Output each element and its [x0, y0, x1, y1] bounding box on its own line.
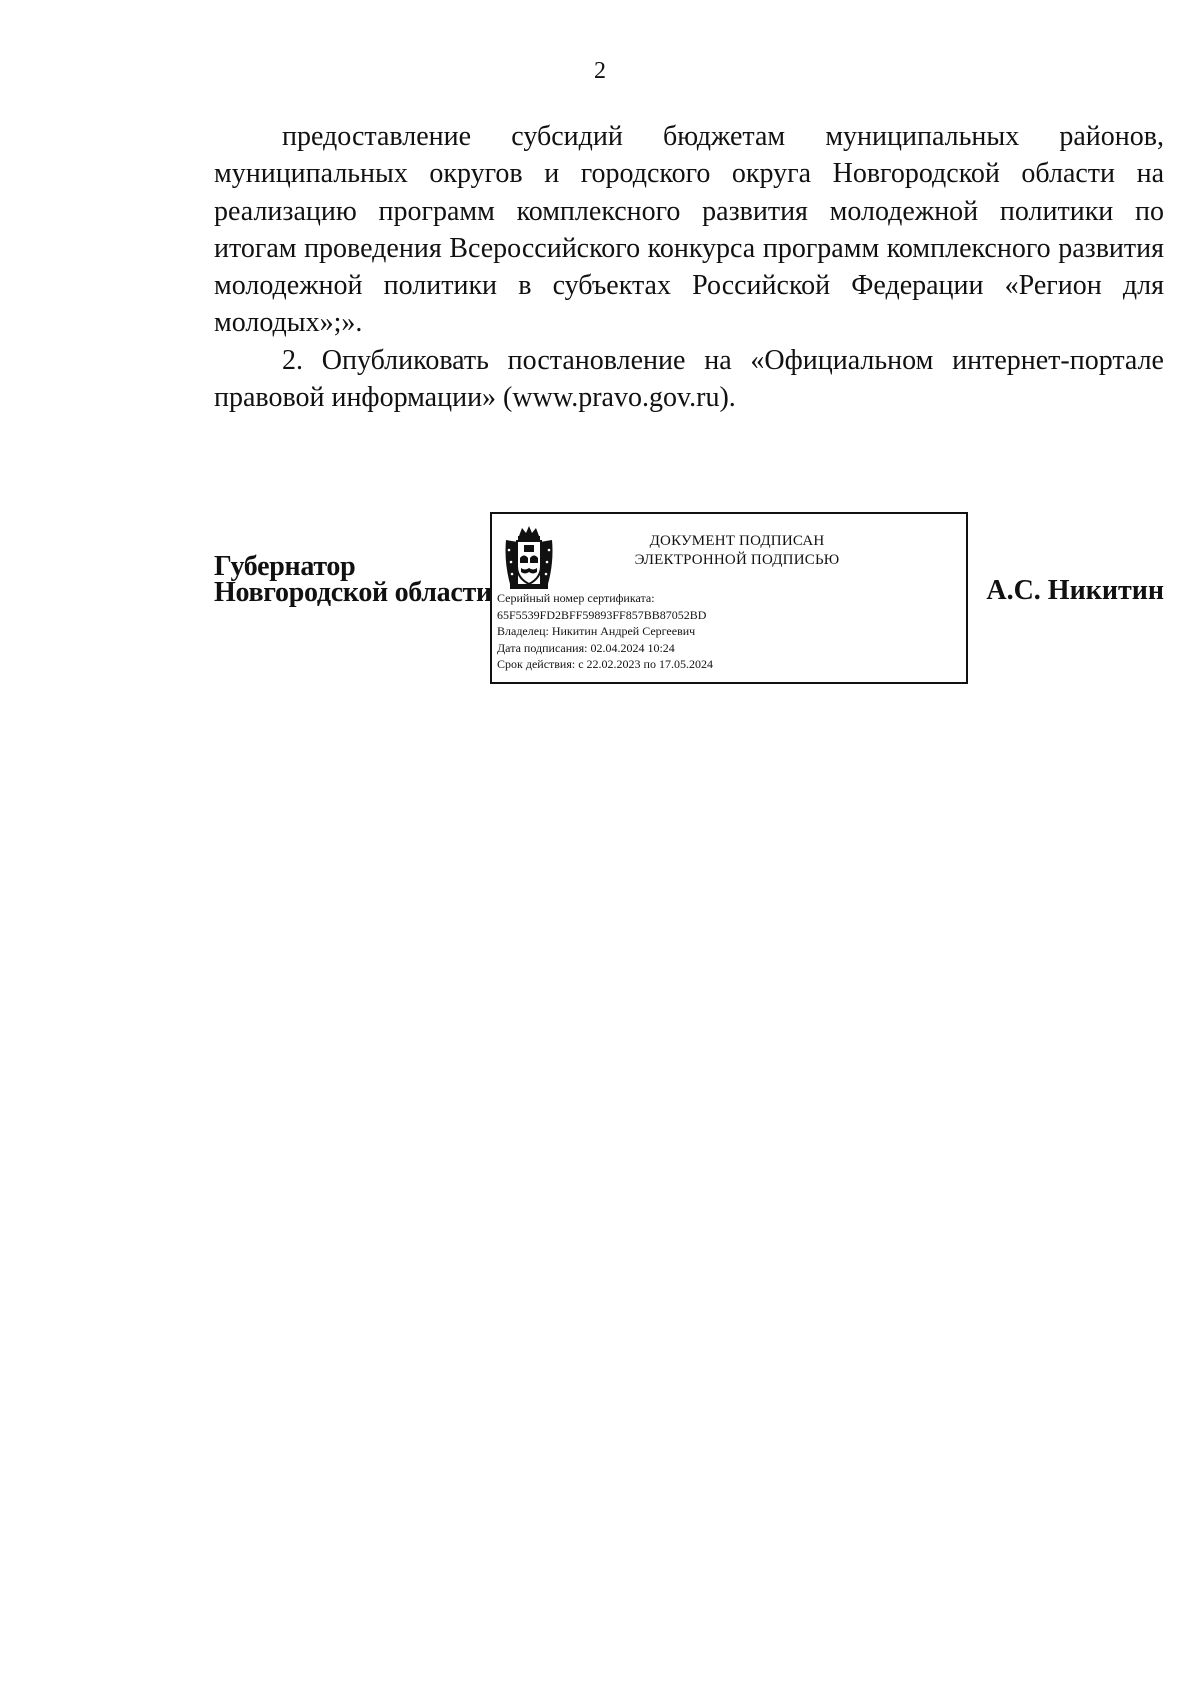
stamp-heading	[552, 532, 922, 570]
certificate-serial-label: Серийный номер сертификата:	[497, 591, 655, 605]
certificate-owner: Владелец: Никитин Андрей Сергеевич	[497, 624, 696, 638]
stamp-details	[497, 590, 713, 673]
document-body	[214, 118, 1164, 416]
stamp-heading-line-2: ЭЛЕКТРОННОЙ ПОДПИСЬЮ	[634, 552, 840, 568]
signatory-title-line-2: Новгородской области	[214, 577, 492, 608]
certificate-serial-value: 65F5539FD2BFF59893FF857BB87052BD	[497, 607, 707, 622]
body-paragraph-1: предоставление субсидий бюджетам муниципальных районов, муниципальных округов и городского округа Новгородской области на реализацию программ комплексного развития молодежной политики по итогам проведения Всероссийского конкурса программ комплексного развития молодежной политики в субъектах Российской Федерации «Регион для молодых»;».	[214, 121, 1164, 339]
stamp-heading-line-1: ДОКУМЕНТ ПОДПИСАН	[649, 533, 825, 549]
page-number: 2	[594, 58, 606, 84]
coat-of-arms-icon	[500, 522, 558, 592]
signatory-name: А.С. Никитин	[986, 575, 1164, 606]
signatory-title	[214, 551, 492, 608]
signatory-title-line-1: Губернатор	[214, 551, 356, 582]
signing-date: Дата подписания: 02.04.2024 10:24	[497, 640, 675, 655]
body-paragraph-2: 2. Опубликовать постановление на «Официальном интернет-портале правовой информации» (www.pravo.gov.ru).	[214, 344, 1164, 414]
certificate-validity: Срок действия: с 22.02.2023 по 17.05.2024	[497, 657, 713, 671]
electronic-signature-stamp	[490, 512, 968, 684]
signature-block	[214, 512, 1164, 692]
